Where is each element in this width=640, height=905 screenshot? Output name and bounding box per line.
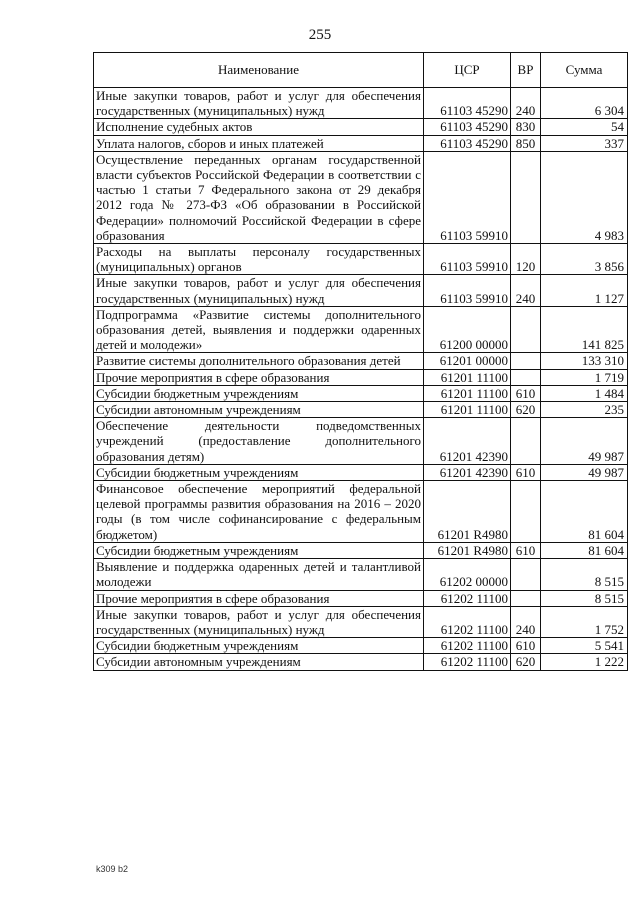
row-sum: 4 983 bbox=[541, 151, 628, 243]
row-vr bbox=[511, 306, 541, 353]
row-name: Исполнение судебных актов bbox=[94, 119, 424, 135]
row-vr: 240 bbox=[511, 88, 541, 119]
row-vr bbox=[511, 590, 541, 606]
row-csr: 61103 45290 bbox=[424, 88, 511, 119]
row-vr: 850 bbox=[511, 135, 541, 151]
row-sum: 49 987 bbox=[541, 418, 628, 465]
row-vr: 240 bbox=[511, 275, 541, 306]
row-vr bbox=[511, 369, 541, 385]
row-name: Иные закупки товаров, работ и услуг для обеспечения государственных (муниципальных) нужд bbox=[94, 275, 424, 306]
row-csr: 61201 11100 bbox=[424, 402, 511, 418]
row-name: Иные закупки товаров, работ и услуг для обеспечения государственных (муниципальных) нужд bbox=[94, 606, 424, 637]
table-row bbox=[94, 559, 628, 590]
row-csr: 61103 45290 bbox=[424, 135, 511, 151]
row-csr: 61201 00000 bbox=[424, 353, 511, 369]
row-name: Субсидии автономным учреждениям bbox=[94, 654, 424, 670]
table-row bbox=[94, 275, 628, 306]
row-name: Субсидии автономным учреждениям bbox=[94, 402, 424, 418]
row-csr: 61202 11100 bbox=[424, 654, 511, 670]
row-csr: 61201 11100 bbox=[424, 369, 511, 385]
row-sum: 81 604 bbox=[541, 481, 628, 543]
row-name: Прочие мероприятия в сфере образования bbox=[94, 590, 424, 606]
header-vr: ВР bbox=[511, 53, 541, 88]
table-row bbox=[94, 418, 628, 465]
row-vr: 610 bbox=[511, 464, 541, 480]
table-body bbox=[94, 88, 628, 671]
row-sum: 141 825 bbox=[541, 306, 628, 353]
row-csr: 61201 42390 bbox=[424, 418, 511, 465]
row-sum: 1 484 bbox=[541, 385, 628, 401]
row-vr: 120 bbox=[511, 244, 541, 275]
row-sum: 6 304 bbox=[541, 88, 628, 119]
row-csr: 61202 00000 bbox=[424, 559, 511, 590]
row-sum: 1 752 bbox=[541, 606, 628, 637]
row-vr bbox=[511, 559, 541, 590]
table-row bbox=[94, 369, 628, 385]
row-csr: 61201 11100 bbox=[424, 385, 511, 401]
row-vr: 610 bbox=[511, 638, 541, 654]
table-row bbox=[94, 353, 628, 369]
row-vr: 620 bbox=[511, 402, 541, 418]
row-sum: 5 541 bbox=[541, 638, 628, 654]
row-name: Выявление и поддержка одаренных детей и талантливой молодежи bbox=[94, 559, 424, 590]
row-csr: 61202 11100 bbox=[424, 638, 511, 654]
row-name: Обеспечение деятельности подведомственных учреждений (предоставление дополнительного образования детям) bbox=[94, 418, 424, 465]
table-row bbox=[94, 135, 628, 151]
row-vr: 830 bbox=[511, 119, 541, 135]
row-name: Подпрограмма «Развитие системы дополнительного образования детей, выявления и поддержки одаренных детей и молодежи» bbox=[94, 306, 424, 353]
row-sum: 81 604 bbox=[541, 542, 628, 558]
row-vr bbox=[511, 353, 541, 369]
row-sum: 49 987 bbox=[541, 464, 628, 480]
row-sum: 54 bbox=[541, 119, 628, 135]
table-header bbox=[94, 53, 628, 88]
header-csr: ЦСР bbox=[424, 53, 511, 88]
table-row bbox=[94, 88, 628, 119]
page-number: 255 bbox=[308, 27, 332, 43]
row-csr: 61103 45290 bbox=[424, 119, 511, 135]
row-sum: 235 bbox=[541, 402, 628, 418]
budget-table bbox=[93, 52, 628, 671]
row-sum: 133 310 bbox=[541, 353, 628, 369]
table-row bbox=[94, 654, 628, 670]
row-sum: 8 515 bbox=[541, 590, 628, 606]
row-sum: 3 856 bbox=[541, 244, 628, 275]
table-row bbox=[94, 306, 628, 353]
table-row bbox=[94, 606, 628, 637]
table-row bbox=[94, 402, 628, 418]
row-csr: 61103 59910 bbox=[424, 244, 511, 275]
row-name: Субсидии бюджетным учреждениям bbox=[94, 638, 424, 654]
table-row bbox=[94, 119, 628, 135]
header-sum: Сумма bbox=[541, 53, 628, 88]
table-row bbox=[94, 542, 628, 558]
table-row bbox=[94, 638, 628, 654]
row-name: Осуществление переданных органам государственной власти субъектов Российской Федерации в соответствии с частью 1 статьи 7 Федерального закона от 29 декабря 2012 года № 273-ФЗ «Об образовании в Российской Федерации» полномочий Российской Федерации в сфере образования bbox=[94, 151, 424, 243]
row-csr: 61103 59910 bbox=[424, 275, 511, 306]
table-row bbox=[94, 481, 628, 543]
row-csr: 61201 42390 bbox=[424, 464, 511, 480]
footer-code: k309 b2 bbox=[96, 864, 129, 874]
table-row bbox=[94, 151, 628, 243]
row-vr bbox=[511, 151, 541, 243]
row-vr bbox=[511, 481, 541, 543]
row-vr: 620 bbox=[511, 654, 541, 670]
row-vr: 240 bbox=[511, 606, 541, 637]
row-name: Иные закупки товаров, работ и услуг для обеспечения государственных (муниципальных) нужд bbox=[94, 88, 424, 119]
row-vr: 610 bbox=[511, 542, 541, 558]
row-csr: 61103 59910 bbox=[424, 151, 511, 243]
row-name: Прочие мероприятия в сфере образования bbox=[94, 369, 424, 385]
row-name: Развитие системы дополнительного образования детей bbox=[94, 353, 424, 369]
row-vr bbox=[511, 418, 541, 465]
table-row bbox=[94, 244, 628, 275]
row-name: Субсидии бюджетным учреждениям bbox=[94, 542, 424, 558]
row-csr: 61200 00000 bbox=[424, 306, 511, 353]
row-csr: 61202 11100 bbox=[424, 606, 511, 637]
table-row bbox=[94, 464, 628, 480]
row-name: Финансовое обеспечение мероприятий федеральной целевой программы развития образования на 2016 – 2020 годы (в том числе софинансирование с федеральным бюджетом) bbox=[94, 481, 424, 543]
table-row bbox=[94, 385, 628, 401]
row-csr: 61202 11100 bbox=[424, 590, 511, 606]
row-vr: 610 bbox=[511, 385, 541, 401]
table-row bbox=[94, 590, 628, 606]
row-name: Субсидии бюджетным учреждениям bbox=[94, 385, 424, 401]
row-sum: 1 222 bbox=[541, 654, 628, 670]
row-sum: 8 515 bbox=[541, 559, 628, 590]
row-name: Расходы на выплаты персоналу государственных (муниципальных) органов bbox=[94, 244, 424, 275]
row-sum: 1 127 bbox=[541, 275, 628, 306]
row-name: Уплата налогов, сборов и иных платежей bbox=[94, 135, 424, 151]
row-name: Субсидии бюджетным учреждениям bbox=[94, 464, 424, 480]
row-sum: 1 719 bbox=[541, 369, 628, 385]
row-sum: 337 bbox=[541, 135, 628, 151]
header-name: Наименование bbox=[94, 53, 424, 88]
row-csr: 61201 R4980 bbox=[424, 542, 511, 558]
row-csr: 61201 R4980 bbox=[424, 481, 511, 543]
